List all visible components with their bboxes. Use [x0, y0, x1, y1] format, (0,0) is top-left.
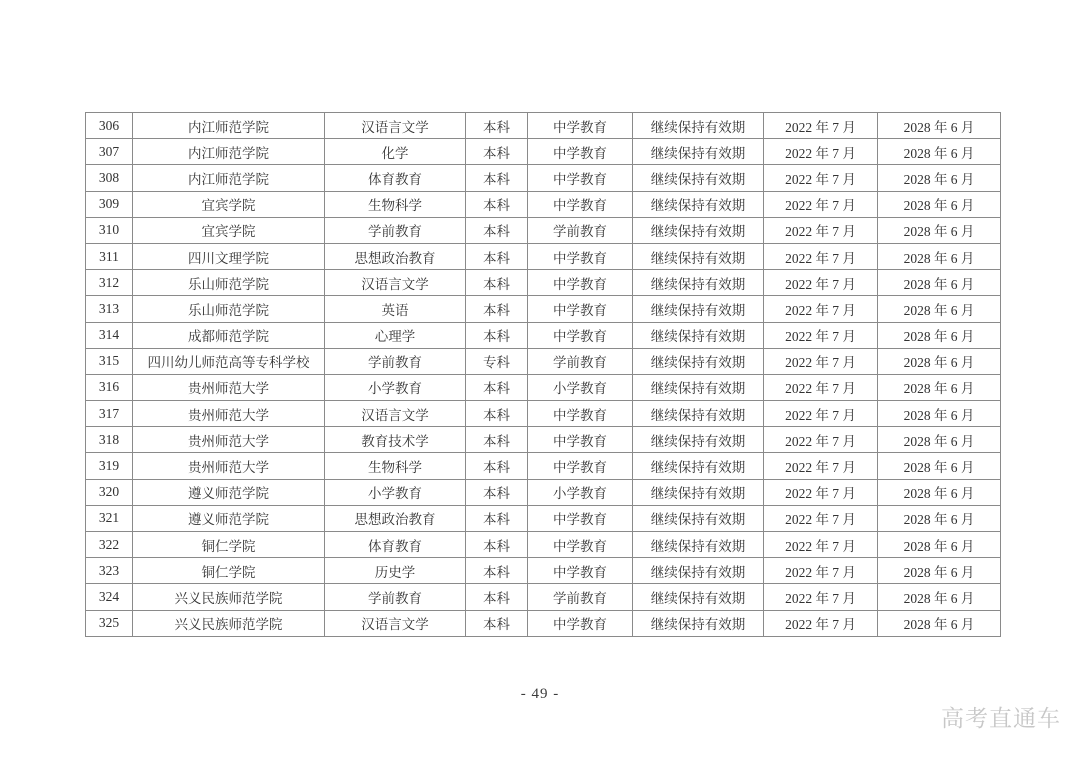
cell-status: 继续保持有效期 — [633, 427, 764, 453]
cell-education-category: 学前教育 — [528, 217, 633, 243]
cell-valid-from: 2022 年 7 月 — [764, 191, 878, 217]
table-row — [86, 401, 1001, 427]
cell-major: 学前教育 — [325, 584, 466, 610]
cell-row-number: 314 — [86, 322, 133, 348]
cell-status: 继续保持有效期 — [633, 322, 764, 348]
table-row — [86, 139, 1001, 165]
cell-level: 本科 — [466, 427, 528, 453]
table-row — [86, 584, 1001, 610]
cell-row-number: 311 — [86, 243, 133, 269]
cell-institution: 兴义民族师范学院 — [133, 610, 325, 636]
cell-institution: 兴义民族师范学院 — [133, 584, 325, 610]
cell-level: 本科 — [466, 270, 528, 296]
cell-status: 继续保持有效期 — [633, 348, 764, 374]
cell-major: 生物科学 — [325, 453, 466, 479]
cell-row-number: 321 — [86, 505, 133, 531]
cell-institution: 贵州师范大学 — [133, 453, 325, 479]
cell-level: 本科 — [466, 165, 528, 191]
cell-valid-to: 2028 年 6 月 — [878, 453, 1001, 479]
cell-valid-from: 2022 年 7 月 — [764, 479, 878, 505]
table-row — [86, 165, 1001, 191]
cell-institution: 成都师范学院 — [133, 322, 325, 348]
table-row — [86, 505, 1001, 531]
cell-institution: 遵义师范学院 — [133, 479, 325, 505]
cell-major: 小学教育 — [325, 479, 466, 505]
cell-valid-to: 2028 年 6 月 — [878, 532, 1001, 558]
cell-valid-to: 2028 年 6 月 — [878, 558, 1001, 584]
table-row — [86, 243, 1001, 269]
cell-institution: 内江师范学院 — [133, 113, 325, 139]
cell-level: 本科 — [466, 610, 528, 636]
cell-valid-to: 2028 年 6 月 — [878, 165, 1001, 191]
cell-status: 继续保持有效期 — [633, 479, 764, 505]
cell-institution: 遵义师范学院 — [133, 505, 325, 531]
cell-institution: 乐山师范学院 — [133, 270, 325, 296]
cell-status: 继续保持有效期 — [633, 243, 764, 269]
cell-row-number: 310 — [86, 217, 133, 243]
cell-valid-from: 2022 年 7 月 — [764, 532, 878, 558]
table-row — [86, 322, 1001, 348]
cell-valid-from: 2022 年 7 月 — [764, 427, 878, 453]
cell-valid-to: 2028 年 6 月 — [878, 270, 1001, 296]
cell-level: 本科 — [466, 243, 528, 269]
table-row — [86, 374, 1001, 400]
cell-valid-to: 2028 年 6 月 — [878, 243, 1001, 269]
cell-level: 本科 — [466, 374, 528, 400]
cell-valid-from: 2022 年 7 月 — [764, 584, 878, 610]
cell-level: 本科 — [466, 584, 528, 610]
cell-status: 继续保持有效期 — [633, 584, 764, 610]
cell-education-category: 中学教育 — [528, 532, 633, 558]
cell-level: 本科 — [466, 139, 528, 165]
cell-education-category: 中学教育 — [528, 401, 633, 427]
cell-valid-to: 2028 年 6 月 — [878, 322, 1001, 348]
cell-institution: 宜宾学院 — [133, 217, 325, 243]
cell-institution: 贵州师范大学 — [133, 374, 325, 400]
cell-status: 继续保持有效期 — [633, 165, 764, 191]
table-row — [86, 558, 1001, 584]
cell-education-category: 中学教育 — [528, 270, 633, 296]
cell-row-number: 315 — [86, 348, 133, 374]
cell-valid-to: 2028 年 6 月 — [878, 217, 1001, 243]
cell-education-category: 中学教育 — [528, 296, 633, 322]
cell-major: 思想政治教育 — [325, 505, 466, 531]
cell-level: 本科 — [466, 505, 528, 531]
cell-row-number: 317 — [86, 401, 133, 427]
cell-status: 继续保持有效期 — [633, 296, 764, 322]
cell-valid-from: 2022 年 7 月 — [764, 401, 878, 427]
cell-row-number: 307 — [86, 139, 133, 165]
teacher-certification-table — [85, 112, 1001, 637]
cell-valid-from: 2022 年 7 月 — [764, 113, 878, 139]
cell-major: 汉语言文学 — [325, 610, 466, 636]
cell-education-category: 学前教育 — [528, 584, 633, 610]
cell-education-category: 小学教育 — [528, 374, 633, 400]
cell-status: 继续保持有效期 — [633, 532, 764, 558]
cell-row-number: 322 — [86, 532, 133, 558]
cell-level: 本科 — [466, 401, 528, 427]
cell-institution: 乐山师范学院 — [133, 296, 325, 322]
cell-status: 继续保持有效期 — [633, 401, 764, 427]
cell-major: 英语 — [325, 296, 466, 322]
cell-valid-to: 2028 年 6 月 — [878, 505, 1001, 531]
cell-valid-to: 2028 年 6 月 — [878, 427, 1001, 453]
cell-row-number: 324 — [86, 584, 133, 610]
cell-valid-from: 2022 年 7 月 — [764, 558, 878, 584]
cell-row-number: 306 — [86, 113, 133, 139]
cell-row-number: 309 — [86, 191, 133, 217]
cell-major: 汉语言文学 — [325, 401, 466, 427]
cell-valid-to: 2028 年 6 月 — [878, 348, 1001, 374]
cell-valid-from: 2022 年 7 月 — [764, 374, 878, 400]
cell-row-number: 325 — [86, 610, 133, 636]
cell-major: 汉语言文学 — [325, 270, 466, 296]
cell-status: 继续保持有效期 — [633, 453, 764, 479]
cell-institution: 贵州师范大学 — [133, 401, 325, 427]
watermark-text: 高考直通车 — [941, 705, 1061, 731]
cell-valid-from: 2022 年 7 月 — [764, 453, 878, 479]
cell-education-category: 中学教育 — [528, 610, 633, 636]
cell-level: 本科 — [466, 191, 528, 217]
cell-status: 继续保持有效期 — [633, 139, 764, 165]
cell-education-category: 中学教育 — [528, 453, 633, 479]
cell-valid-to: 2028 年 6 月 — [878, 401, 1001, 427]
cell-education-category: 中学教育 — [528, 322, 633, 348]
cell-valid-from: 2022 年 7 月 — [764, 348, 878, 374]
cell-level: 专科 — [466, 348, 528, 374]
cell-institution: 铜仁学院 — [133, 532, 325, 558]
cell-institution: 贵州师范大学 — [133, 427, 325, 453]
cell-major: 学前教育 — [325, 217, 466, 243]
cell-education-category: 中学教育 — [528, 243, 633, 269]
cell-valid-from: 2022 年 7 月 — [764, 505, 878, 531]
cell-valid-from: 2022 年 7 月 — [764, 139, 878, 165]
table-body — [86, 113, 1001, 637]
cell-education-category: 中学教育 — [528, 427, 633, 453]
cell-valid-from: 2022 年 7 月 — [764, 243, 878, 269]
cell-row-number: 313 — [86, 296, 133, 322]
cell-status: 继续保持有效期 — [633, 217, 764, 243]
cell-level: 本科 — [466, 113, 528, 139]
cell-education-category: 中学教育 — [528, 558, 633, 584]
cell-level: 本科 — [466, 532, 528, 558]
cell-level: 本科 — [466, 453, 528, 479]
cell-institution: 铜仁学院 — [133, 558, 325, 584]
cell-valid-to: 2028 年 6 月 — [878, 610, 1001, 636]
cell-education-category: 中学教育 — [528, 165, 633, 191]
cell-major: 化学 — [325, 139, 466, 165]
cell-valid-from: 2022 年 7 月 — [764, 165, 878, 191]
cell-row-number: 308 — [86, 165, 133, 191]
cell-major: 教育技术学 — [325, 427, 466, 453]
cell-level: 本科 — [466, 558, 528, 584]
cell-education-category: 中学教育 — [528, 505, 633, 531]
cell-row-number: 323 — [86, 558, 133, 584]
cell-status: 继续保持有效期 — [633, 270, 764, 296]
cell-valid-to: 2028 年 6 月 — [878, 584, 1001, 610]
cell-valid-from: 2022 年 7 月 — [764, 322, 878, 348]
cell-institution: 宜宾学院 — [133, 191, 325, 217]
cell-valid-to: 2028 年 6 月 — [878, 296, 1001, 322]
cell-major: 体育教育 — [325, 532, 466, 558]
table-row — [86, 453, 1001, 479]
cell-valid-to: 2028 年 6 月 — [878, 374, 1001, 400]
cell-valid-to: 2028 年 6 月 — [878, 191, 1001, 217]
table-row — [86, 479, 1001, 505]
cell-row-number: 316 — [86, 374, 133, 400]
cell-education-category: 中学教育 — [528, 139, 633, 165]
cell-status: 继续保持有效期 — [633, 191, 764, 217]
cell-institution: 内江师范学院 — [133, 139, 325, 165]
cell-level: 本科 — [466, 296, 528, 322]
cell-major: 思想政治教育 — [325, 243, 466, 269]
cell-institution: 四川幼儿师范高等专科学校 — [133, 348, 325, 374]
cell-major: 生物科学 — [325, 191, 466, 217]
cell-valid-to: 2028 年 6 月 — [878, 479, 1001, 505]
cell-major: 学前教育 — [325, 348, 466, 374]
cell-major: 历史学 — [325, 558, 466, 584]
cell-valid-from: 2022 年 7 月 — [764, 610, 878, 636]
cell-major: 汉语言文学 — [325, 113, 466, 139]
cell-level: 本科 — [466, 322, 528, 348]
cell-status: 继续保持有效期 — [633, 558, 764, 584]
cell-institution: 内江师范学院 — [133, 165, 325, 191]
table-row — [86, 610, 1001, 636]
cell-row-number: 318 — [86, 427, 133, 453]
cell-level: 本科 — [466, 217, 528, 243]
cell-row-number: 312 — [86, 270, 133, 296]
cell-status: 继续保持有效期 — [633, 374, 764, 400]
table-row — [86, 296, 1001, 322]
cell-education-category: 小学教育 — [528, 479, 633, 505]
cell-valid-from: 2022 年 7 月 — [764, 270, 878, 296]
cell-education-category: 中学教育 — [528, 191, 633, 217]
cell-institution: 四川文理学院 — [133, 243, 325, 269]
cell-row-number: 320 — [86, 479, 133, 505]
cell-status: 继续保持有效期 — [633, 610, 764, 636]
cell-row-number: 319 — [86, 453, 133, 479]
cell-level: 本科 — [466, 479, 528, 505]
cell-valid-to: 2028 年 6 月 — [878, 113, 1001, 139]
table-row — [86, 217, 1001, 243]
cell-major: 小学教育 — [325, 374, 466, 400]
table-row — [86, 348, 1001, 374]
page-number: - 49 - — [520, 686, 560, 702]
cell-valid-from: 2022 年 7 月 — [764, 217, 878, 243]
cell-status: 继续保持有效期 — [633, 505, 764, 531]
cell-valid-to: 2028 年 6 月 — [878, 139, 1001, 165]
cell-education-category: 中学教育 — [528, 113, 633, 139]
cell-valid-from: 2022 年 7 月 — [764, 296, 878, 322]
cell-major: 体育教育 — [325, 165, 466, 191]
table-row — [86, 427, 1001, 453]
table-row — [86, 191, 1001, 217]
cell-education-category: 学前教育 — [528, 348, 633, 374]
table-row — [86, 532, 1001, 558]
cell-major: 心理学 — [325, 322, 466, 348]
table-row — [86, 113, 1001, 139]
table-row — [86, 270, 1001, 296]
cell-status: 继续保持有效期 — [633, 113, 764, 139]
